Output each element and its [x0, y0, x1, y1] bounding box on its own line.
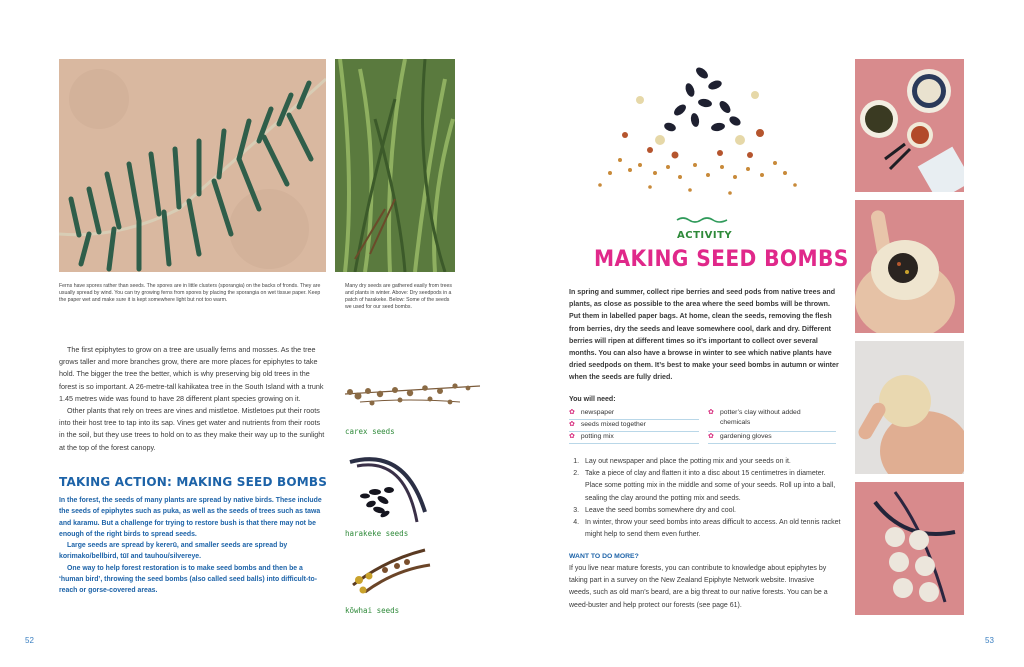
need-heading: You will need:	[569, 396, 616, 403]
carex-seeds-label: carex seeds	[345, 427, 395, 436]
action-heading: TAKING ACTION: MAKING SEED BOMBS	[59, 475, 328, 489]
harakeke-seeds-image	[345, 452, 430, 534]
more-text: If you live near mature forests, you can contribute to knowledge about epiphytes by taking part in a survey on the New Zealand Epiphyte Network website. Invasive weeds, such as old man’s beard, are a big threat to our native forests. You can be a weed-buster and help protect our forests (see page 61).	[569, 565, 828, 609]
body-text	[59, 344, 325, 454]
page-title: MAKING SEED BOMBS	[594, 247, 849, 272]
clay-disc-photo	[855, 200, 964, 333]
need-item: ✿ newspaper	[569, 408, 699, 420]
bowls-photo	[855, 59, 964, 192]
harakeke-caption: Many dry seeds are gathered easily from trees and plants in winter. Above: Dry seedpods in a patch of harakeke. Below: Some of the seeds we used for our seed bombs.	[345, 283, 452, 310]
body-paragraph: The first epiphytes to grow on a tree are usually ferns and mosses. As the tree grows taller and more branches grow, there are more places for epiphytes to take hold. The bigger the tree the better, which is why preserving big old trees in the forest is so important. A 26-metre-tall kahikatea tree in the South Island with a trunk 1.45 metres wide was found to have 28 different plant species growing on it.	[59, 345, 324, 403]
action-paragraph: Large seeds are spread by kererū, and smaller seeds are spread by korimako/bellbird, tūī and tauhou/silvereye.	[59, 542, 288, 561]
seed-scatter-image	[580, 55, 825, 210]
wave-ornament	[676, 216, 728, 224]
intro-text: In spring and summer, collect ripe berries and seed pods from native trees and plants, as close as possible to the area where the seed bombs will be thrown. Put them in labelled paper bags. At home, clean the seeds, removing the flesh from berries, dry the seeds and leave somewhere cool, dark and dry. Different berries will ripen at different times so it’s important to collect over several months. You can also have a browse in winter to see which native plants have dried seedpods on them. It’s best to make your seed bombs in autumn or winter when the seeds are fully dried.	[569, 288, 839, 382]
clay-ball-photo	[855, 341, 964, 474]
kowhai-seeds-image	[345, 540, 435, 598]
more-heading: WANT TO DO MORE?	[569, 553, 639, 560]
steps-list	[567, 456, 843, 541]
action-paragraph: One way to help forest restoration is to make seed bombs and then be a ‘human bird’, throwing the seed bombs (also called seed balls) into difficult-to-reach or gorse-covered areas.	[59, 564, 318, 595]
fern-photo	[59, 59, 326, 272]
action-text	[59, 495, 327, 597]
carex-seeds-image	[340, 372, 485, 412]
need-item: ✿ potting mix	[569, 432, 699, 444]
step-item: 3. Leave the seed bombs somewhere dry and cool.	[581, 505, 843, 517]
action-paragraph: In the forest, the seeds of many plants are spread by native birds. These include the seeds of epiphytes such as puka, as well as the seeds of trees such as tawa and karamu. But a challenge for trying to restore bush is that there may not be enough of the right birds to spread seeds.	[59, 497, 322, 538]
page-number-left: 52	[25, 636, 34, 645]
harakeke-photo	[335, 59, 455, 272]
need-item: ✿ seeds mixed together	[569, 420, 699, 432]
need-item: ✿ gardening gloves	[708, 432, 836, 444]
harakeke-seeds-label: harakeke seeds	[345, 529, 409, 538]
page-number-right: 53	[985, 636, 994, 645]
body-paragraph: Other plants that rely on trees are vines and mistletoe. Mistletoes put their roots into their host tree to tap into its sap. Vines get water and nutrients from their roots in the soil, but they use trees to hold on to as they make their way up to the sunlight at the top of the forest canopy.	[59, 406, 325, 452]
kowhai-seeds-label: kōwhai seeds	[345, 606, 400, 615]
step-item: 4. In winter, throw your seed bombs into areas difficult to access. An old tennis racket might help to send them even further.	[581, 517, 843, 541]
step-item: 1. Lay out newspaper and place the potting mix and your seeds on it.	[581, 456, 843, 468]
activity-kicker: ACTIVITY	[677, 230, 733, 241]
need-item: ✿ potter’s clay without added chemicals	[708, 408, 836, 432]
step-item: 2. Take a piece of clay and flatten it into a disc about 15 centimetres in diameter. Place some potting mix in the middle and some of your seeds. Roll up into a ball, sealing the clay around the potting mix and seeds.	[581, 468, 843, 505]
fern-caption: Ferns have spores rather than seeds. The spores are in little clusters (sporangia) on the backs of fronds. They are usually spread by wind. You can try growing ferns from spores by placing the sporangia on wet tissue paper. Keep the paper wet and make sure it is kept somewhere light but not too warm.	[59, 283, 321, 303]
seed-bombs-photo	[855, 482, 964, 615]
